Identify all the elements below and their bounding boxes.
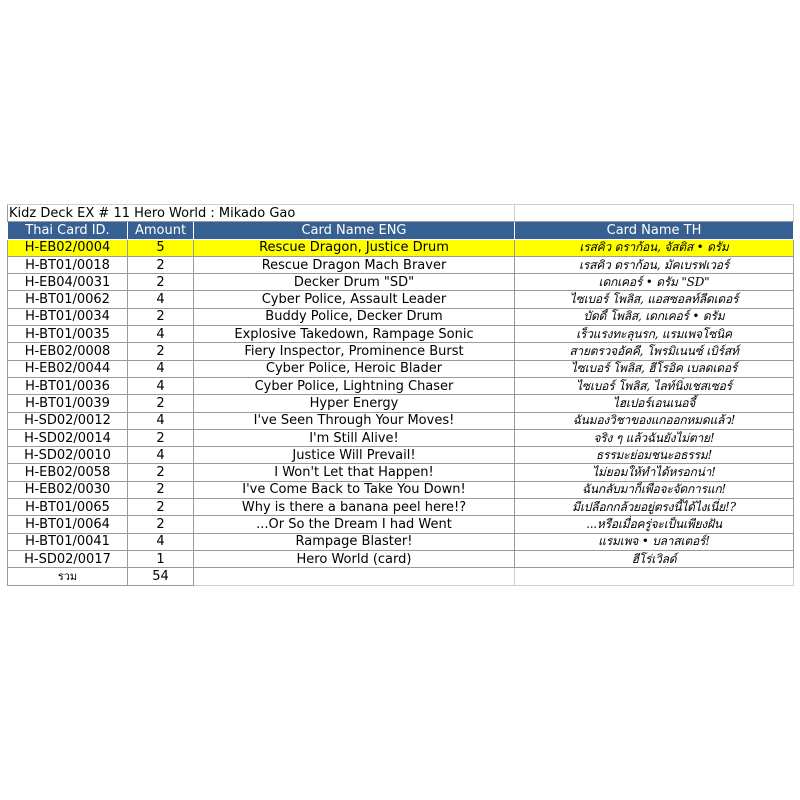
table-row — [8, 291, 794, 308]
amount-cell: 4 — [128, 326, 194, 343]
card-name-eng-cell: I'm Still Alive! — [194, 429, 515, 446]
amount-cell: 2 — [128, 516, 194, 533]
total-row — [8, 568, 794, 585]
amount-cell: 2 — [128, 256, 194, 273]
card-name-th-cell: จริง ๆ แล้วฉันยังไม่ตาย! — [515, 429, 794, 446]
card-name-th-cell: เร็วแรงทะลุนรก, แรมเพจโซนิค — [515, 326, 794, 343]
card-name-th-cell: ธรรมะย่อมชนะอธรรม! — [515, 447, 794, 464]
table-row — [8, 481, 794, 498]
amount-cell: 2 — [128, 464, 194, 481]
card-name-eng-cell: Buddy Police, Decker Drum — [194, 308, 515, 325]
card-name-th-cell: ไฮเปอร์เอนเนอจี้ — [515, 395, 794, 412]
card-id-cell: H-SD02/0014 — [8, 429, 128, 446]
amount-cell: 4 — [128, 447, 194, 464]
card-name-th-cell: เรสคิว ดราก้อน, จัสติส • ดรัม — [515, 239, 794, 256]
card-id-cell: H-EB04/0031 — [8, 274, 128, 291]
card-name-th-cell: ฮีโร่เวิลด์ — [515, 550, 794, 567]
card-name-th-cell: มีเปลือกกล้วยอยู่ตรงนี้ได้ไงเนี่ย!? — [515, 499, 794, 516]
table-row — [8, 429, 794, 446]
card-name-th-cell: เรสคิว ดราก้อน, มัคเบรฟเวอร์ — [515, 256, 794, 273]
amount-cell: 2 — [128, 429, 194, 446]
amount-cell: 2 — [128, 499, 194, 516]
card-name-eng-cell: Rescue Dragon Mach Braver — [194, 256, 515, 273]
card-name-eng-cell: Why is there a banana peel here!? — [194, 499, 515, 516]
amount-cell: 1 — [128, 550, 194, 567]
total-value: 54 — [128, 568, 194, 585]
amount-cell: 4 — [128, 291, 194, 308]
card-name-th-cell: เดกเคอร์ • ดรัม "SD" — [515, 274, 794, 291]
card-name-eng-cell: I've Seen Through Your Moves! — [194, 412, 515, 429]
amount-cell: 5 — [128, 239, 194, 256]
card-name-eng-cell: Explosive Takedown, Rampage Sonic — [194, 326, 515, 343]
table-row — [8, 360, 794, 377]
card-id-cell: H-EB02/0004 — [8, 239, 128, 256]
table-row — [8, 377, 794, 394]
table-row — [8, 533, 794, 550]
card-name-th-cell: แรมเพจ • บลาสเตอร์! — [515, 533, 794, 550]
card-id-cell: H-SD02/0012 — [8, 412, 128, 429]
card-id-cell: H-BT01/0039 — [8, 395, 128, 412]
card-name-th-cell: ไซเบอร์ โพลิส, ไลท์นิ่งเชสเซอร์ — [515, 377, 794, 394]
amount-cell: 4 — [128, 412, 194, 429]
card-id-cell: H-BT01/0034 — [8, 308, 128, 325]
card-id-cell: H-EB02/0008 — [8, 343, 128, 360]
card-name-th-cell: ฉันมองวิชาของแกออกหมดแล้ว! — [515, 412, 794, 429]
header-row — [8, 222, 794, 239]
amount-cell: 2 — [128, 274, 194, 291]
card-name-eng-cell: Justice Will Prevail! — [194, 447, 515, 464]
card-name-eng-cell: Cyber Police, Lightning Chaser — [194, 377, 515, 394]
table-row — [8, 412, 794, 429]
header-card-name-eng: Card Name ENG — [194, 222, 515, 239]
card-name-th-cell: ไซเบอร์ โพลิส, แอสซอลท์ลีดเดอร์ — [515, 291, 794, 308]
card-name-th-cell: ไซเบอร์ โพลิส, ฮีโรอิค เบลดเดอร์ — [515, 360, 794, 377]
card-id-cell: H-BT01/0041 — [8, 533, 128, 550]
card-name-eng-cell: Cyber Police, Heroic Blader — [194, 360, 515, 377]
header-card-id: Thai Card ID. — [8, 222, 128, 239]
total-label: รวม — [8, 568, 128, 585]
card-id-cell: H-EB02/0044 — [8, 360, 128, 377]
card-id-cell: H-SD02/0017 — [8, 550, 128, 567]
card-id-cell: H-BT01/0065 — [8, 499, 128, 516]
card-name-eng-cell: ...Or So the Dream I had Went — [194, 516, 515, 533]
amount-cell: 4 — [128, 533, 194, 550]
table-row — [8, 464, 794, 481]
card-id-cell: H-BT01/0036 — [8, 377, 128, 394]
amount-cell: 2 — [128, 343, 194, 360]
card-id-cell: H-EB02/0058 — [8, 464, 128, 481]
card-name-eng-cell: I Won't Let that Happen! — [194, 464, 515, 481]
table-row — [8, 550, 794, 567]
header-card-name-th: Card Name TH — [515, 222, 794, 239]
card-name-th-cell: ฉันกลับมาก็เพื่อจะจัดการแก! — [515, 481, 794, 498]
amount-cell: 2 — [128, 308, 194, 325]
deck-list-table — [7, 204, 794, 586]
card-name-eng-cell: Hero World (card) — [194, 550, 515, 567]
table-row — [8, 499, 794, 516]
card-name-th-cell: ไม่ยอมให้ทำได้หรอกน่า! — [515, 464, 794, 481]
card-id-cell: H-BT01/0035 — [8, 326, 128, 343]
amount-cell: 4 — [128, 377, 194, 394]
card-id-cell: H-BT01/0062 — [8, 291, 128, 308]
table-row — [8, 308, 794, 325]
card-name-eng-cell: Hyper Energy — [194, 395, 515, 412]
card-id-cell: H-SD02/0010 — [8, 447, 128, 464]
card-name-th-cell: บัดดี้ โพลิส, เดกเคอร์ • ดรัม — [515, 308, 794, 325]
title-row — [8, 205, 794, 222]
card-name-th-cell: สายตรวจอัคคี, โพรมิเนนซ์ เบิร์สท์ — [515, 343, 794, 360]
table-row — [8, 256, 794, 273]
card-id-cell: H-BT01/0064 — [8, 516, 128, 533]
card-name-eng-cell: Cyber Police, Assault Leader — [194, 291, 515, 308]
table-row — [8, 343, 794, 360]
amount-cell: 2 — [128, 395, 194, 412]
table-row — [8, 395, 794, 412]
table-row — [8, 447, 794, 464]
table-row — [8, 239, 794, 256]
amount-cell: 4 — [128, 360, 194, 377]
table-row — [8, 274, 794, 291]
card-name-th-cell: ...หรือเมื่อครู่จะเป็นเพียงฝัน — [515, 516, 794, 533]
sheet-title: Kidz Deck EX # 11 Hero World : Mikado Gao — [8, 205, 515, 222]
header-amount: Amount — [128, 222, 194, 239]
card-name-eng-cell: Decker Drum "SD" — [194, 274, 515, 291]
card-name-eng-cell: Fiery Inspector, Prominence Burst — [194, 343, 515, 360]
card-name-eng-cell: Rescue Dragon, Justice Drum — [194, 239, 515, 256]
empty-cell — [515, 205, 794, 222]
card-id-cell: H-BT01/0018 — [8, 256, 128, 273]
table-row — [8, 326, 794, 343]
empty-cell — [194, 568, 515, 585]
card-name-eng-cell: Rampage Blaster! — [194, 533, 515, 550]
empty-cell — [515, 568, 794, 585]
card-id-cell: H-EB02/0030 — [8, 481, 128, 498]
card-name-eng-cell: I've Come Back to Take You Down! — [194, 481, 515, 498]
amount-cell: 2 — [128, 481, 194, 498]
table-row — [8, 516, 794, 533]
